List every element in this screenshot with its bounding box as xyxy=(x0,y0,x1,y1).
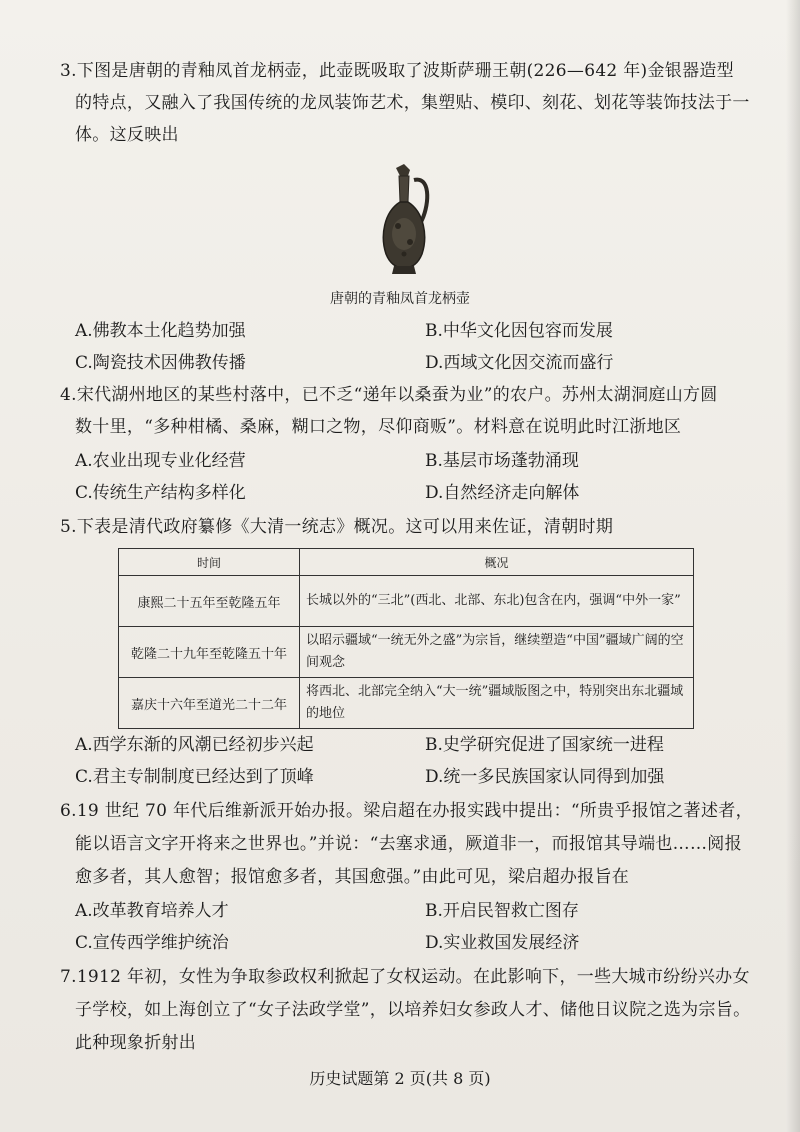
vase-image xyxy=(370,162,440,280)
q5-option-b: B.史学研究促进了国家统一进程 xyxy=(425,735,664,755)
page-footer: 历史试题第 2 页(共 8 页) xyxy=(309,1069,491,1088)
table-cell-summary: 以昭示疆域“一统无外之盛”为宗旨，继续塑造“中国”疆域广阔的空间观念 xyxy=(300,627,694,678)
q7-stem-line-1: 7.1912 年初，女性为争取参政权利掀起了女权运动。在此影响下，一些大城市纷纷兴办女 xyxy=(60,967,750,987)
q3-stem-line-3: 体。这反映出 xyxy=(75,125,179,145)
q4-option-c: C.传统生产结构多样化 xyxy=(75,483,246,503)
q4-stem-line-1: 4.宋代湖州地区的某些村落中，已不乏“递年以桑蚕为业”的农户。苏州太湖洞庭山方圆 xyxy=(60,385,718,405)
table-row xyxy=(119,576,694,627)
q3-option-d: D.西域文化因交流而盛行 xyxy=(425,353,614,373)
table-cell-time: 嘉庆十六年至道光二十二年 xyxy=(119,678,300,729)
q5-stem-line-1: 5.下表是清代政府纂修《大清一统志》概况。这可以用来佐证，清朝时期 xyxy=(60,517,614,537)
q6-option-c: C.宣传西学维护统治 xyxy=(75,933,229,953)
dragon-handle-ewer-illustration xyxy=(370,162,440,280)
table-cell-summary: 将西北、北部完全纳入“大一统”疆域版图之中，特别突出东北疆域的地位 xyxy=(300,678,694,729)
q5-option-d: D.统一多民族国家认同得到加强 xyxy=(425,767,665,787)
q3-option-a: A.佛教本土化趋势加强 xyxy=(75,321,246,341)
table-header-summary: 概况 xyxy=(300,549,694,576)
q4-option-a: A.农业出现专业化经营 xyxy=(75,451,246,471)
q4-option-d: D.自然经济走向解体 xyxy=(425,483,580,503)
table-row xyxy=(119,678,694,729)
table-cell-time: 康熙二十五年至乾隆五年 xyxy=(119,576,300,627)
q7-stem-line-3: 此种现象折射出 xyxy=(75,1033,197,1053)
q6-stem-line-3: 愈多者，其人愈智；报馆愈多者，其国愈强。”由此可见，梁启超办报旨在 xyxy=(75,867,630,887)
vase-caption: 唐朝的青釉凤首龙柄壶 xyxy=(330,291,470,307)
zhi-table xyxy=(118,548,694,729)
q5-option-a: A.西学东渐的风潮已经初步兴起 xyxy=(75,735,314,755)
q6-option-a: A.改革教育培养人才 xyxy=(75,901,229,921)
table-header-time: 时间 xyxy=(119,549,300,576)
q3-option-c: C.陶瓷技术因佛教传播 xyxy=(75,353,246,373)
table-header-row xyxy=(119,549,694,576)
q3-stem-line-1: 3.下图是唐朝的青釉凤首龙柄壶，此壶既吸取了波斯萨珊王朝(226—642 年)金银器造型 xyxy=(60,61,734,81)
q4-option-b: B.基层市场蓬勃涌现 xyxy=(425,451,579,471)
q3-stem-line-2: 的特点，又融入了我国传统的龙凤装饰艺术，集塑贴、模印、刻花、划花等装饰技法于一 xyxy=(75,93,750,113)
q7-stem-line-2: 子学校，如上海创立了“女子法政学堂”，以培养妇女参政人才、储他日议院之选为宗旨。 xyxy=(75,1000,751,1020)
table-cell-summary: 长城以外的“三北”(西北、北部、东北)包含在内，强调“中外一家” xyxy=(300,576,694,627)
page-edge-shadow xyxy=(786,0,800,1132)
q5-option-c: C.君主专制制度已经达到了顶峰 xyxy=(75,767,314,787)
q4-stem-line-2: 数十里，“多种柑橘、桑麻，糊口之物，尽仰商贩”。材料意在说明此时江浙地区 xyxy=(75,417,682,437)
q6-stem-line-2: 能以语言文字开将来之世界也。”并说：“去塞求通，厥道非一，而报馆其导端也……阅报 xyxy=(75,834,742,854)
q3-option-b: B.中华文化因包容而发展 xyxy=(425,321,613,341)
q6-option-b: B.开启民智救亡图存 xyxy=(425,901,579,921)
q6-option-d: D.实业救国发展经济 xyxy=(425,933,580,953)
table-cell-time: 乾隆二十九年至乾隆五十年 xyxy=(119,627,300,678)
q6-stem-line-1: 6.19 世纪 70 年代后维新派开始办报。梁启超在办报实践中提出：“所贵乎报馆之著述者， xyxy=(60,801,753,821)
table-row xyxy=(119,627,694,678)
